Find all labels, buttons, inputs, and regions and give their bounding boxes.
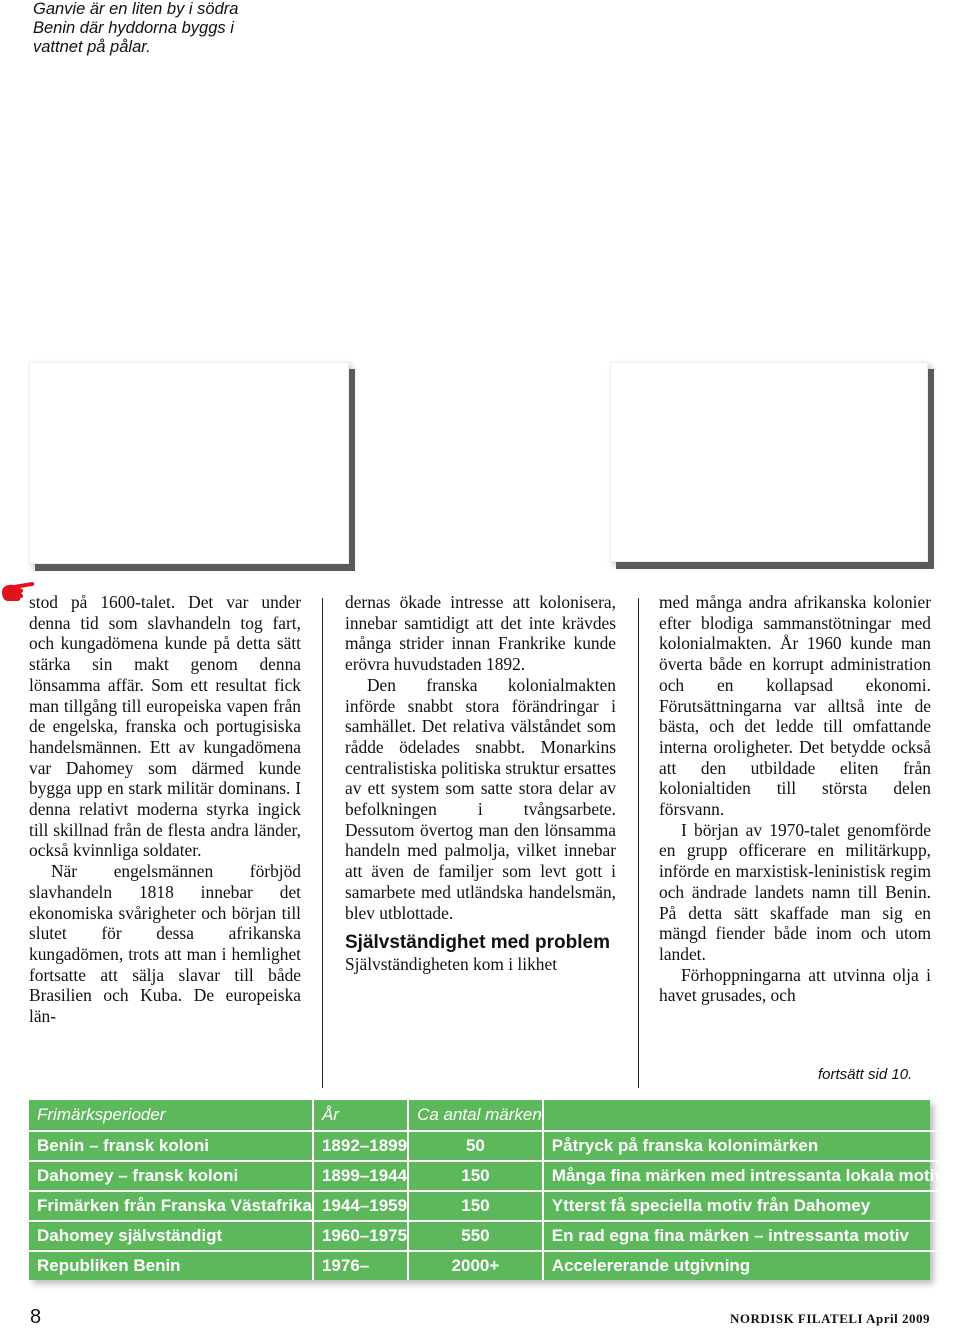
article-column-1 xyxy=(29,592,301,1027)
table-row xyxy=(29,1251,944,1280)
paragraph: I början av 1970-talet genomförde en grupp officerare en militärkupp, införde en marxistisk-leninistisk regim och ändrade landets namn till Benin. På detta sätt skaffade man sig en mängd fiender både inom och utom landet. xyxy=(659,819,931,964)
column-divider xyxy=(322,598,323,1088)
table-row xyxy=(29,1131,944,1161)
paragraph: stod på 1600-talet. Det var under denna tid som slavhandeln tog fart, och kungadömena kunde på detta sätt stärka sin makt genom denna lönsamma affär. Som ett resultat fick man tillgång till europeiska vapen från de engelska, franska och portugisiska handelsmännen. Ett av kungadömena var Dahomey som därmed kunde bygga upp en stark militär dominans. I denna relativt moderna styrka ingick till skillnad från de flesta andra länder, också kvinnliga soldater. xyxy=(29,592,301,861)
cell-note: Påtryck på franska kolonimärken xyxy=(543,1131,944,1161)
header-period: Frimärksperioder xyxy=(29,1100,313,1131)
cell-year: 1892–1899 xyxy=(313,1131,408,1161)
continued-note: fortsätt sid 10. xyxy=(818,1066,913,1083)
cell-period: Frimärken från Franska Västafrika xyxy=(29,1191,313,1221)
column-divider xyxy=(638,598,639,1088)
photo-caption: Ganvie är en liten by i södra Benin där hyddorna byggs i vattnet på pålar. xyxy=(33,0,239,56)
cell-note: En rad egna fina märken – intressanta motiv xyxy=(543,1221,944,1251)
article-column-2 xyxy=(345,592,616,975)
cell-count: 150 xyxy=(408,1161,543,1191)
publication-footer: NORDISK FILATELI April 2009 xyxy=(730,1311,930,1326)
table-row xyxy=(29,1161,944,1191)
section-heading: Självständighet med problem xyxy=(345,932,610,954)
page-number: 8 xyxy=(30,1306,42,1328)
cell-count: 50 xyxy=(408,1131,543,1161)
photo-placeholder-left xyxy=(29,362,349,564)
paragraph: dernas ökade intresse att kolonisera, innebar samtidigt att det inte krävdes många strider innan Frankrike kunde erövra huvudstaden 1892. xyxy=(345,592,616,675)
cell-note: Många fina märken med intressanta lokala motiv xyxy=(543,1161,944,1191)
paragraph: med många andra afrikanska kolonier efter blodiga sammanstötningar med kolonialmakten. År 1960 kunde man överta både en korrupt administration och en kollapsad ekonomi. Förutsättningarna var alltså inte de bästa, och det ledde till omfattande interna oroligheter. Det betydde också att den utbildade eliten från kolonialtiden till största delen försvann. xyxy=(659,592,931,820)
cell-year: 1976– xyxy=(313,1251,408,1280)
cell-year: 1944–1959 xyxy=(313,1191,408,1221)
table-header-row xyxy=(29,1100,944,1131)
cell-count: 2000+ xyxy=(408,1251,543,1280)
cell-period: Dahomey – fransk koloni xyxy=(29,1161,313,1191)
paragraph: När engelsmännen förbjöd slavhandeln 1818 innebar det ekonomiska svårigheter och början till slutet för dessa afrikanska kungadömen, trots att man i hemlighet fortsatte att sälja slavar till både Brasilien och Kuba. De europeiska län- xyxy=(29,861,301,1027)
cell-note: Accelererande utgivning xyxy=(551,1256,751,1275)
table-row xyxy=(29,1221,944,1251)
table-row xyxy=(29,1191,944,1221)
paragraph: Självständigheten kom i likhet xyxy=(345,954,558,975)
stamp-periods-table-grid xyxy=(29,1100,944,1280)
header-year: År xyxy=(313,1100,408,1131)
cell-period: Benin – fransk koloni xyxy=(29,1131,313,1161)
cell-period: Republiken Benin xyxy=(29,1251,313,1280)
paragraph: Förhoppningarna att utvinna olja i havet grusades, och xyxy=(659,964,931,1006)
cell-year: 1899–1944 xyxy=(313,1161,408,1191)
cell-count: 150 xyxy=(408,1191,543,1221)
cell-count: 550 xyxy=(408,1221,543,1251)
paragraph: Den franska kolonialmakten införde snabbt stora förändringar i samhället. Det relativa välståndet som rådde ödelades snabbt. Monarkins centralistiska politiska struktur ersattes av ett system som satte stora delar av befolkningen i tvångsarbete. Dessutom övertog man den lönsamma handeln med palmolja, vilket innebar att även de familjer som levt gott i samarbete med utländska handelsmän, blev utblottade. xyxy=(345,674,616,923)
cell-year: 1960–1975 xyxy=(313,1221,408,1251)
header-note xyxy=(543,1100,944,1131)
article-column-3 xyxy=(659,592,931,1006)
stamp-periods-table xyxy=(29,1100,944,1280)
photo-placeholder-right xyxy=(610,362,928,562)
cell-period: Dahomey självständigt xyxy=(29,1221,313,1251)
cell-note: Ytterst få speciella motiv från Dahomey xyxy=(543,1191,944,1221)
header-count: Ca antal märken xyxy=(408,1100,543,1131)
